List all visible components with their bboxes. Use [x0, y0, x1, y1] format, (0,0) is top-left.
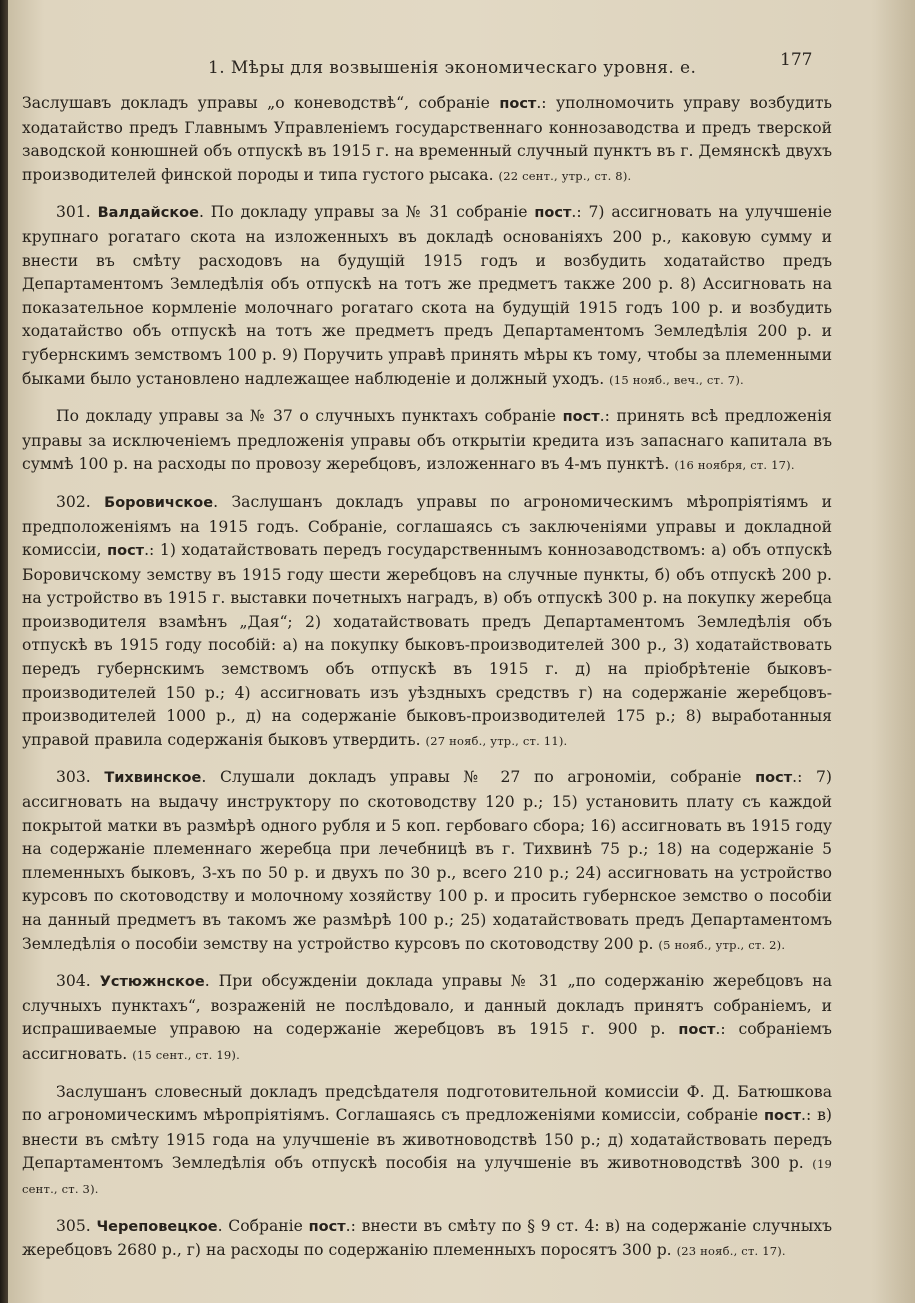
- paragraph-text: .: собраніемъ ассигновать.: [22, 1020, 832, 1063]
- paragraph-text: Заслушанъ словесный докладъ предсѣдателя подготовительной комиссіи Ф. Д. Батюшкова по агрономическимъ мѣропріятіямъ. Соглашаясь съ предложеніями комиссіи, собраніе: [22, 1082, 832, 1125]
- entry-number: 301.: [56, 203, 98, 222]
- body-text: [22, 92, 832, 1277]
- session-citation: (15 сент., ст. 19).: [132, 1047, 240, 1062]
- page-edge-shading: [875, 0, 915, 1303]
- district-name: Устюжнское: [99, 974, 205, 991]
- entry-number: 303.: [56, 768, 105, 787]
- session-citation: (22 сент., утр., ст. 8).: [498, 168, 632, 183]
- district-entry-paragraph: [22, 491, 832, 754]
- page-header: [8, 50, 915, 82]
- session-citation: (27 нояб., утр., ст. 11).: [425, 733, 568, 748]
- resolution-keyword: пост: [107, 543, 145, 560]
- book-spine: [0, 0, 8, 1303]
- district-name: Череповецкое: [96, 1218, 218, 1235]
- resolution-keyword: пост: [678, 1022, 716, 1039]
- paragraph-text: .: в) внести въ смѣту 1915 года на улучшеніе въ животноводствѣ 150 р.; д) ходатайствовать передъ Департаментомъ Земледѣлія объ отпускѣ пособія на улучшеніе въ животноводствѣ 300 р.: [22, 1106, 832, 1173]
- session-citation: (23 нояб., ст. 17).: [676, 1244, 786, 1259]
- paragraph-text: .: 7) ассигновать на улучшеніе крупнаго рогатаго скота на изложенныхъ въ докладѣ основаніяхъ 200 р., каковую сумму и внести въ смѣту расходовъ на будущій 1915 годъ и возбудить ходатайство предъ Департаментомъ Земледѣлія объ отпускѣ на тотъ же предметъ также 200 р. 8) Ассигновать на показательное кормленіе молочнаго рогатаго скота на будущій 1915 годъ 100 р. и возбудить ходатайство объ отпускѣ на тотъ же предметъ предъ Департаментомъ Земледѣлія 200 р. и губернскимъ земствомъ 100 р. 9) Поручить управѣ принять мѣры къ тому, чтобы за племенными быками было установлено надлежащее наблюденіе и должный уходъ.: [22, 203, 833, 388]
- district-entry-paragraph: [22, 970, 832, 1067]
- resolution-keyword: пост: [534, 205, 572, 222]
- resolution-paragraph: [22, 405, 832, 478]
- paragraph-text: .: 1) ходатайствовать передъ государственнымъ коннозаводствомъ: а) объ отпускѣ Боровичскому земству въ 1915 году шести жеребцовъ на случные пункты, б) объ отпускѣ 200 р. на устройство въ 1915 г. выставки почетныхъ наградъ, в) объ отпускѣ 300 р. на покупку жеребца производителя взамѣнъ „Дая“; 2) ходатайствовать предъ Департаментомъ Земледѣлія объ отпускѣ въ 1915 году пособій: а) на покупку быковъ-производителей 300 р., 3) ходатайствовать передъ губернскимъ земствомъ объ отпускѣ въ 1915 г. д) на пріобрѣтеніе быковъ-производителей 150 р.; 4) ассигновать изъ уѣздныхъ средствъ г) на содержаніе жеребцовъ-производителей 1000 р., д) на содержаніе быковъ-производителей 175 р.; 8) выработанныя управой правила содержанія быковъ утвердить.: [22, 541, 833, 749]
- district-entry-paragraph: [22, 201, 832, 392]
- district-entry-paragraph: [22, 766, 832, 957]
- running-title: 1. Мѣры для возвышенія экономическаго уровня. е.: [208, 58, 697, 78]
- resolution-paragraph: [22, 1081, 832, 1202]
- session-citation: (15 нояб., веч., ст. 7).: [609, 372, 744, 387]
- paragraph-text: . По докладу управы за № 31 собраніе: [198, 203, 535, 222]
- district-name: Тихвинское: [104, 770, 202, 787]
- page-number: 177: [780, 50, 813, 70]
- resolution-paragraph: [22, 92, 832, 188]
- session-citation: (19 сент., ст. 3).: [22, 1157, 832, 1196]
- session-citation: (5 нояб., утр., ст. 2).: [658, 937, 786, 952]
- paragraph-text: По докладу управы за № 37 о случныхъ пунктахъ собраніе: [56, 407, 563, 426]
- district-name: Боровичское: [104, 494, 214, 511]
- entry-number: 302.: [56, 492, 105, 511]
- entry-number: 305.: [56, 1216, 97, 1235]
- paragraph-text: Заслушавъ докладъ управы „о коневодствѣ“, собраніе: [22, 94, 500, 112]
- district-entry-paragraph: [22, 1215, 832, 1264]
- paragraph-text: . При обсужденіи доклада управы № 31 „по содержанію жеребцовъ на случныхъ пунктахъ“, возраженій не послѣдовало, и данный докладъ принятъ собраніемъ, и испрашиваемые управою на содержаніе жеребцовъ въ 1915 г. 900 р.: [22, 972, 832, 1039]
- paragraph-text: . Собраніе: [217, 1216, 309, 1235]
- resolution-keyword: пост: [755, 770, 793, 787]
- paragraph-text: .: принять всѣ предложенія управы за исключеніемъ предложенія управы объ открытіи кредита изъ запаснаго капитала въ суммѣ 100 р. на расходы по провозу жеребцовъ, изложеннаго въ 4-мъ пунктѣ.: [22, 407, 832, 474]
- book-page: [8, 0, 915, 1303]
- resolution-keyword: пост: [764, 1108, 802, 1125]
- paragraph-text: .: уполномочить управу возбудить ходатайство предъ Главнымъ Управленіемъ государственнаго коннозаводства и предъ тверской заводской конюшней объ отпускѣ въ 1915 г. на временный случный пунктъ въ г. Демянскѣ двухъ производителей финской породы и типа густого рысака.: [22, 94, 832, 184]
- resolution-keyword: пост: [308, 1218, 346, 1235]
- entry-number: 304.: [56, 972, 100, 991]
- resolution-keyword: пост: [562, 409, 600, 426]
- paragraph-text: .: внести въ смѣту по § 9 ст. 4: в) на содержаніе случныхъ жеребцовъ 2680 р., г) на расходы по содержанію племенныхъ поросятъ 300 р.: [22, 1216, 832, 1260]
- paragraph-text: .: 7) ассигновать на выдачу инструктору по скотоводству 120 р.; 15) установить плату съ каждой покрытой матки въ размѣрѣ одного рубля и 5 коп. гербоваго сбора; 16) ассигновать въ 1915 году на содержаніе племеннаго жеребца при лечебницѣ въ г. Тихвинѣ 75 р.; 18) на содержаніе 5 племенныхъ быковъ, 3-хъ по 50 р. и двухъ по 30 р., всего 210 р.; 24) ассигновать на устройство курсовъ по скотоводству и молочному хозяйству 100 р. и просить губернское земство о пособіи на данный предметъ въ такомъ же размѣрѣ 100 р.; 25) ходатайствовать предъ Департаментомъ Земледѣлія о пособіи земству на устройство курсовъ по скотоводству 200 р.: [22, 768, 832, 953]
- district-name: Валдайское: [97, 205, 199, 222]
- resolution-keyword: пост: [499, 96, 537, 112]
- paragraph-text: . Слушали докладъ управы № 27 по агрономіи, собраніе: [201, 768, 756, 787]
- session-citation: (16 ноября, ст. 17).: [674, 458, 795, 473]
- paragraph-text: . Заслушанъ докладъ управы по агрономическимъ мѣропріятіямъ и предположеніямъ на 1915 годъ. Собраніе, соглашаясь съ заключеніями управы и докладной комиссіи,: [22, 492, 832, 560]
